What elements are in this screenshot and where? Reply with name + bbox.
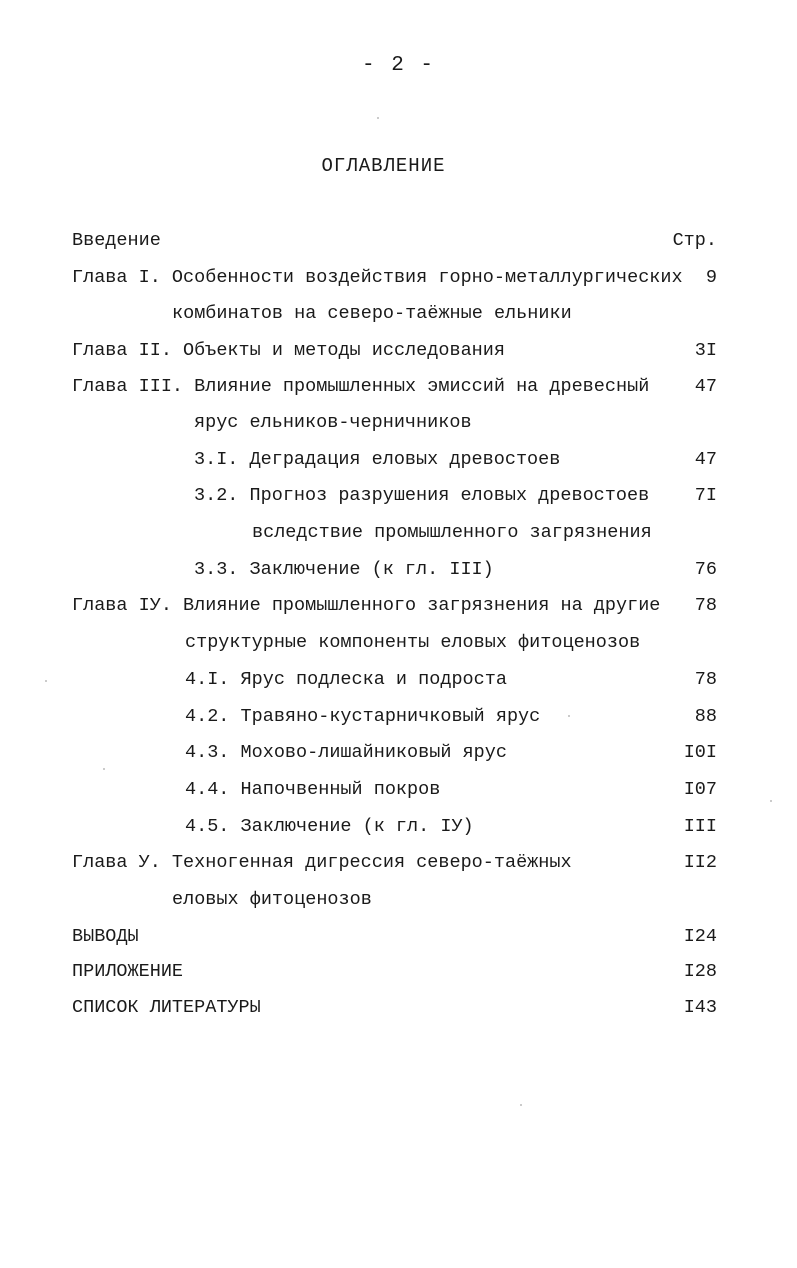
toc-section-4-5-page: III [683, 816, 717, 837]
toc-ch2-page: 3I [694, 340, 717, 361]
toc-intro-label: Введение [72, 230, 161, 251]
toc-section-3-2-cont: вследствие промышленного загрязнения [252, 522, 652, 543]
toc-conclusions: ВЫВОДЫ [72, 926, 139, 947]
toc-section-3-1-page: 47 [694, 449, 717, 470]
toc-ch3-title-cont: ярус ельников-черничников [194, 412, 472, 433]
toc-conclusions-page: I24 [683, 926, 717, 947]
toc-section-3-2-page: 7I [694, 485, 717, 506]
toc-ch1-page: 9 [705, 267, 717, 288]
toc-section-4-4: 4.4. Напочвенный покров [185, 779, 441, 800]
toc-section-3-3: 3.3. Заключение (к гл. III) [194, 559, 494, 580]
toc-section-4-1-page: 78 [694, 669, 717, 690]
scan-speck [103, 768, 105, 770]
toc-ch3-page: 47 [694, 376, 717, 397]
toc-ch4-title-cont: структурные компоненты еловых фитоценозов [185, 632, 641, 653]
toc-references: СПИСОК ЛИТЕРАТУРЫ [72, 997, 261, 1018]
scan-speck [45, 680, 47, 682]
toc-ch4-page: 78 [694, 595, 717, 616]
toc-ch5-title: Глава У. Техногенная дигрессия северо-таёжных [72, 852, 572, 873]
toc-ch2-title: Глава II. Объекты и методы исследования [72, 340, 505, 361]
scan-speck [520, 1104, 522, 1106]
toc-ch5-page: II2 [683, 852, 717, 873]
toc-appendix-page: I28 [683, 961, 717, 982]
scan-speck [568, 715, 570, 717]
page-column-label: Стр. [672, 230, 717, 251]
toc-ch4-title: Глава IУ. Влияние промышленного загрязнения на другие [72, 595, 661, 616]
toc-section-4-3-page: I0I [683, 742, 717, 763]
toc-section-3-2: 3.2. Прогноз разрушения еловых древостоев [194, 485, 650, 506]
toc-ch3-title: Глава III. Влияние промышленных эмиссий на древесный [72, 376, 650, 397]
toc-appendix: ПРИЛОЖЕНИЕ [72, 961, 184, 982]
toc-section-4-2-page: 88 [694, 706, 717, 727]
toc-ch5-title-cont: еловых фитоценозов [172, 889, 372, 910]
toc-ch1-title-cont: комбинатов на северо-таёжные ельники [172, 303, 572, 324]
toc-section-4-5: 4.5. Заключение (к гл. IУ) [185, 816, 474, 837]
toc-section-4-2: 4.2. Травяно-кустарничковый ярус [185, 706, 541, 727]
toc-section-3-3-page: 76 [694, 559, 717, 580]
toc-ch1-title: Глава I. Особенности воздействия горно-металлургических [72, 267, 683, 288]
toc-section-3-1: 3.I. Деградация еловых древостоев [194, 449, 561, 470]
toc-heading: ОГЛАВЛЕНИЕ [321, 155, 446, 177]
page-number: - 2 - [361, 54, 435, 77]
scan-speck [377, 117, 379, 119]
toc-section-4-1: 4.I. Ярус подлеска и подроста [185, 669, 507, 690]
scan-speck [770, 800, 772, 802]
toc-references-page: I43 [683, 997, 717, 1018]
toc-section-4-3: 4.3. Мохово-лишайниковый ярус [185, 742, 507, 763]
toc-section-4-4-page: I07 [683, 779, 717, 800]
